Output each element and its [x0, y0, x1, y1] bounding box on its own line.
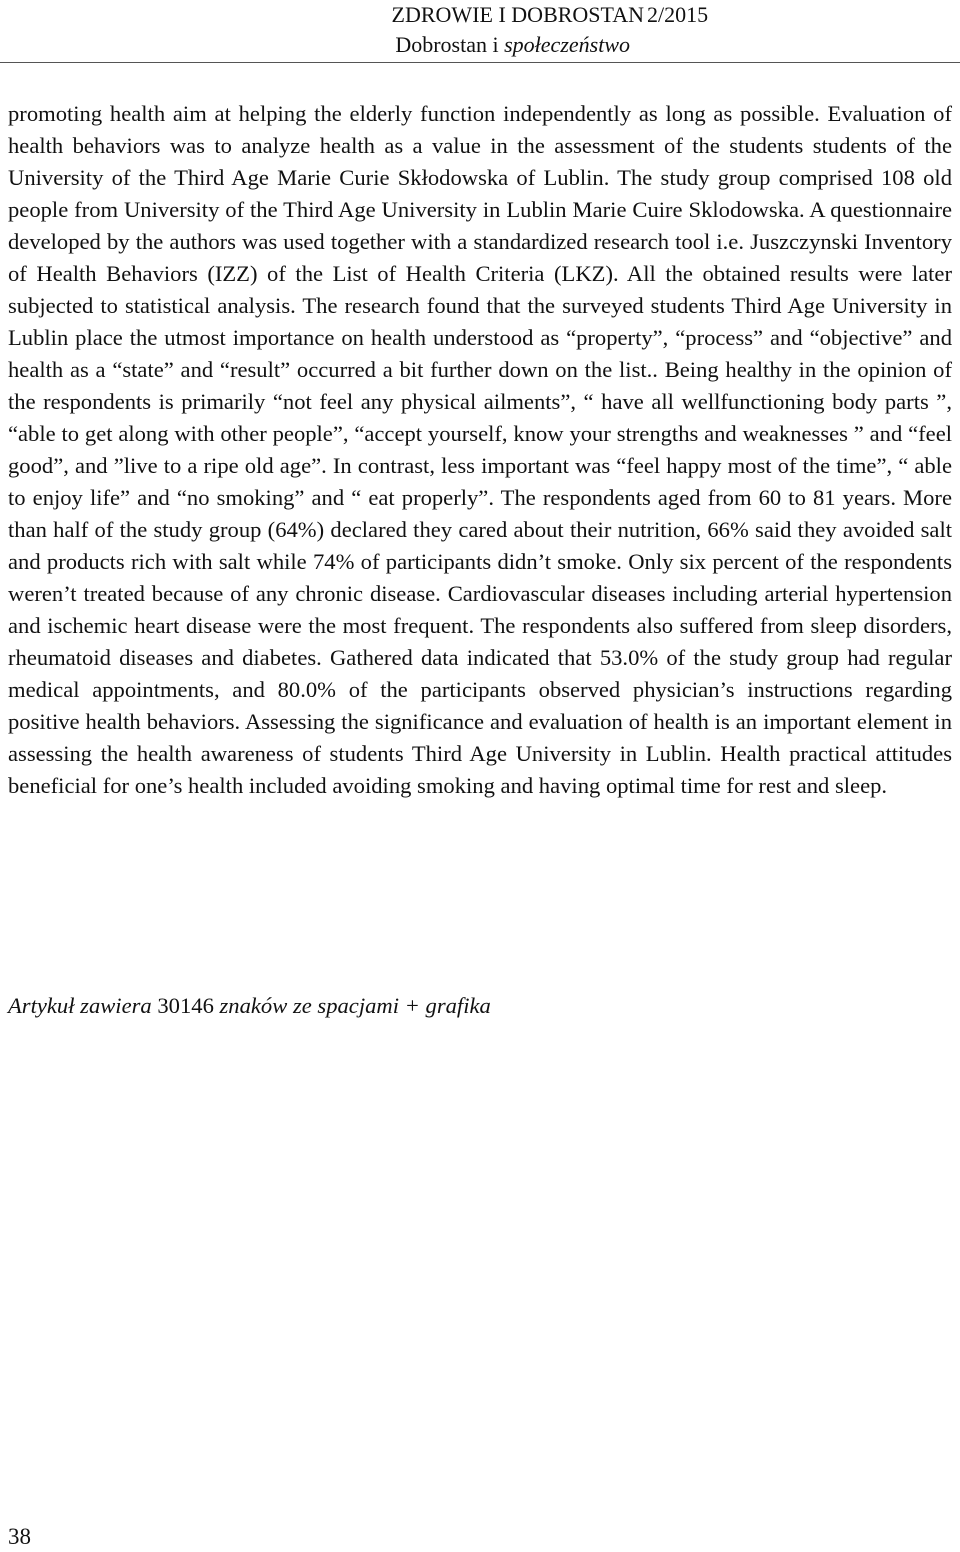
- section-title-italic: społeczeństwo: [504, 32, 630, 57]
- article-length-note: [8, 990, 952, 1022]
- page-number: 38: [8, 1524, 31, 1549]
- section-title-plain: Dobrostan i: [395, 32, 499, 57]
- abstract-paragraph: promoting health aim at helping the elderly function independently as long as possible. Evaluation of health behaviors was to analyze health as a value in the assessment of the students students of the University of the Third Age Marie Curie Skłodowska of Lublin. The study group comprised 108 old people from University of the Third Age University in Lublin Marie Cuire Sklodowska. A questionnaire developed by the authors was used together with a standardized research tool i.e. Juszczynski Inventory of Health Behaviors (IZZ) of the List of Health Criteria (LKZ). All the obtained results were later subjected to statistical analysis. The research found that the surveyed students Third Age University in Lublin place the utmost importance on health understood as “property”, “process” and “objective” and health as a “state” and “result” occurred a bit further down on the list.. Being healthy in the opinion of the respondents is primarily “not feel any physical ailments”, “ have all wellfunctioning body parts ”, “able to get along with other people”, “accept yourself, know your strengths and weaknesses ” and “feel good”, and ”live to a ripe old age”. In contrast, less important was “feel happy most of the time”, “ able to enjoy life” and “no smoking” and “ eat properly”. The respondents aged from 60 to 81 years. More than half of the study group (64%) declared they cared about their nutrition, 66% said they avoided salt and products rich with salt while 74% of participants didn’t smoke. Only six percent of the respondents weren’t treated because of any chronic disease. Cardiovascular diseases including arterial hypertension and ischemic heart disease were the most frequent. The respondents also suffered from sleep disorders, rheumatoid diseases and diabetes. Gathered data indicated that 53.0% of the study group had regular medical appointments, and 80.0% of the participants observed physician’s instructions regarding positive health behaviors. Assessing the significance and evaluation of health is an important element in assessing the health awareness of students Third Age University in Lublin. Health practical attitudes beneficial for one’s health included avoiding smoking and having optimal time for rest and sleep.: [8, 101, 952, 798]
- journal-issue: 2/2015: [647, 2, 709, 27]
- running-header: [280, 0, 960, 62]
- article-note-count: 30146: [157, 993, 214, 1018]
- header-divider: [0, 62, 960, 63]
- section-title: [395, 33, 630, 57]
- journal-title-text: ZDROWIE I DOBROSTAN: [391, 2, 644, 27]
- article-body: [8, 98, 952, 802]
- article-note-prefix: Artykuł zawiera: [8, 993, 152, 1018]
- article-note-suffix: znaków ze spacjami + grafika: [219, 993, 491, 1018]
- journal-title: [392, 3, 644, 27]
